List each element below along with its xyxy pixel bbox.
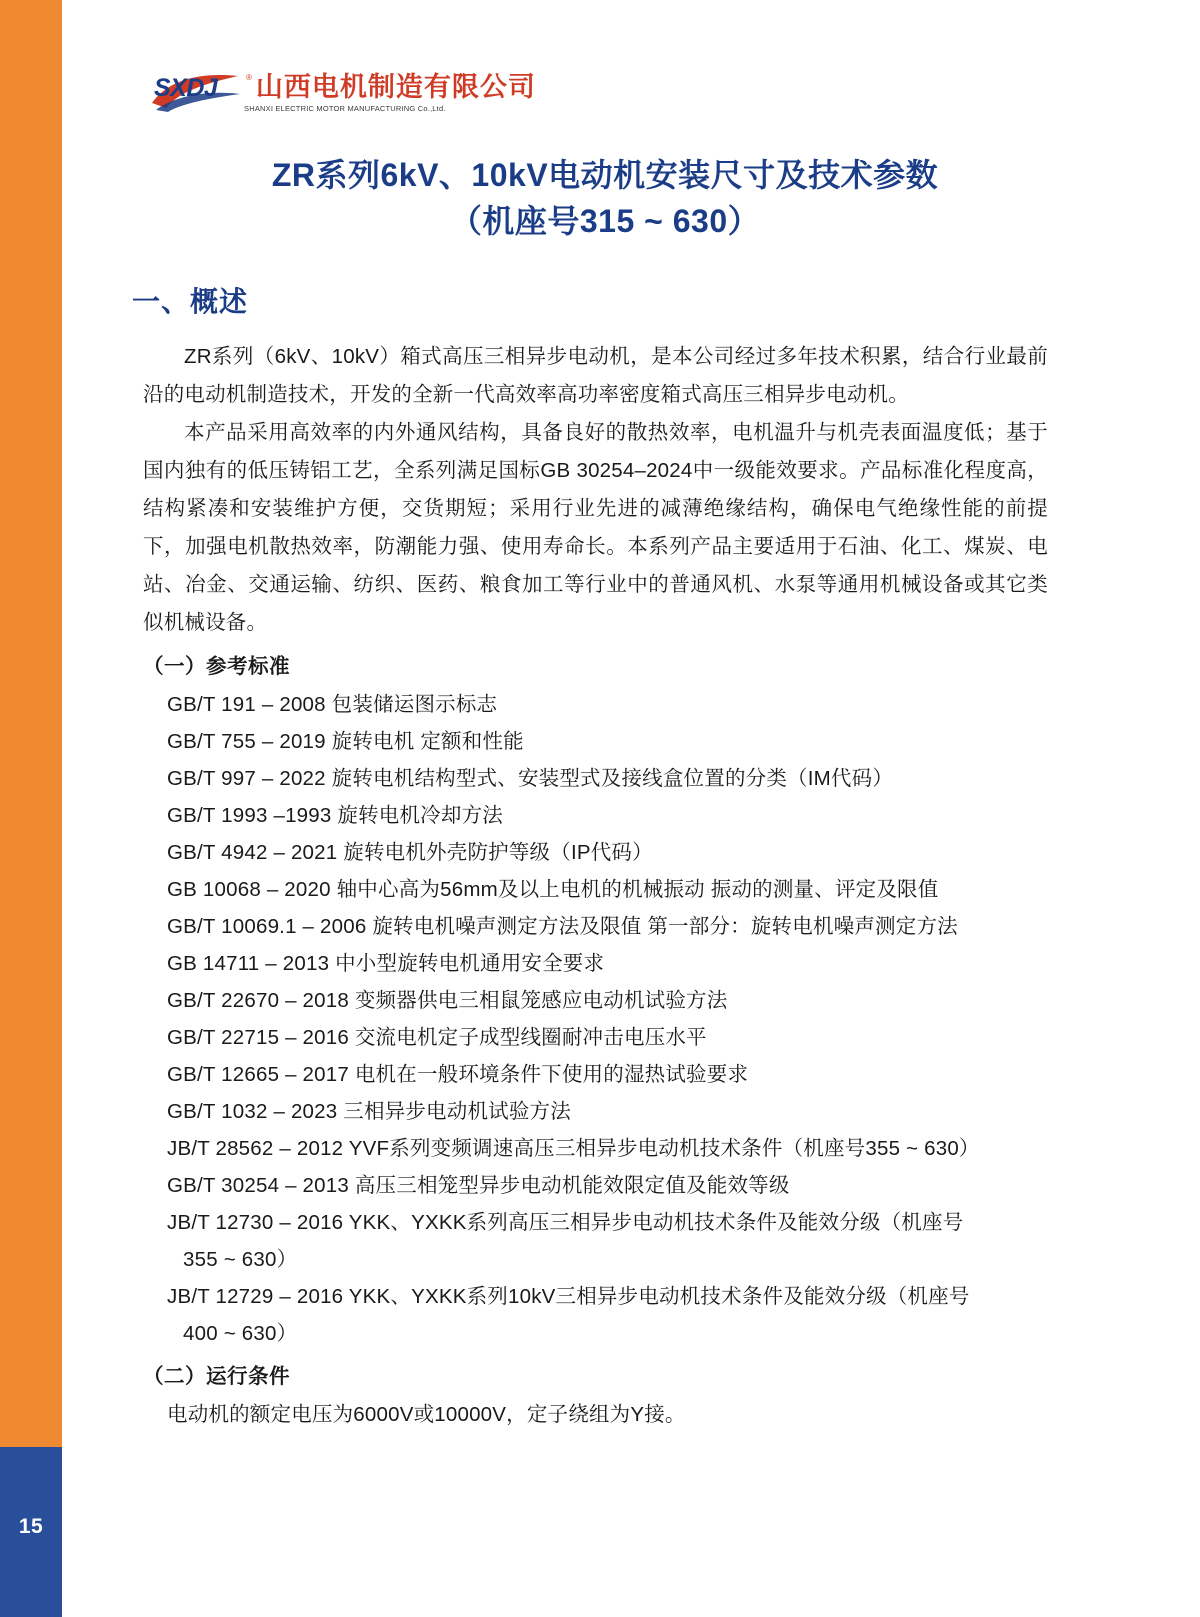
standard-text: JB/T 28562 – 2012 YVF系列变频调速高压三相异步电动机技术条件（机座号355 ~ 630） (167, 1137, 980, 1160)
standard-text: GB/T 755 – 2019 旋转电机 定额和性能 (167, 730, 524, 753)
standard-text: GB/T 997 – 2022 旋转电机结构型式、安装型式及接线盒位置的分类（IM代码） (167, 767, 894, 790)
standard-text: GB/T 10069.1 – 2006 旋转电机噪声测定方法及限值 第一部分：旋转电机噪声测定方法 (167, 915, 958, 938)
list-item (167, 1019, 1048, 1056)
standard-text: GB/T 22670 – 2018 变频器供电三相鼠笼感应电动机试验方法 (167, 989, 728, 1012)
standard-text: GB/T 1032 – 2023 三相异步电动机试验方法 (167, 1100, 571, 1123)
list-item (167, 871, 1048, 908)
standard-text: JB/T 12729 – 2016 YKK、YXKK系列10kV三相异步电动机技术条件及能效分级（机座号 (167, 1285, 970, 1308)
standard-text: GB/T 191 – 2008 包装储运图示标志 (167, 693, 498, 716)
subsection-heading-standards: （一）参考标准 (143, 655, 290, 678)
list-item (167, 908, 1048, 945)
standard-text: GB 10068 – 2020 轴中心高为56mm及以上电机的机械振动 振动的测量、评定及限值 (167, 878, 939, 901)
overview-paragraph-1: ZR系列（6kV、10kV）箱式高压三相异步电动机，是本公司经过多年技术积累，结合行业最前沿的电动机制造技术，开发的全新一代高效率高功率密度箱式高压三相异步电动机。 (143, 345, 1048, 406)
operating-conditions-text: 电动机的额定电压为6000V或10000V，定子绕组为Y接。 (167, 1403, 686, 1426)
company-logo (150, 68, 536, 118)
logo-text-block (244, 73, 536, 113)
standards-list (143, 686, 1048, 1352)
list-item (167, 1130, 1048, 1167)
overview-paragraph-2: 本产品采用高效率的内外通风结构，具备良好的散热效率，电机温升与机壳表面温度低；基于国内独有的低压铸铝工艺，全系列满足国标GB 30254–2024中一级能效要求。产品标准化程度高，结构紧凑和安装维护方便，交货期短；采用行业先进的减薄绝缘结构，确保电气绝缘性能的前提下，加强电机散热效率，防潮能力强、使用寿命长。本系列产品主要适用于石油、化工、煤炭、电站、冶金、交通运输、纺织、医药、粮食加工等行业中的普通风机、水泵等通用机械设备或其它类似机械设备。 (143, 421, 1048, 634)
left-orange-sidebar (0, 0, 62, 1617)
page-number: 15 (18, 1515, 44, 1538)
logo-mark-text: SXDJ (154, 74, 218, 102)
list-item (167, 834, 1048, 871)
standard-text: JB/T 12730 – 2016 YKK、YXKK系列高压三相异步电动机技术条件及能效分级（机座号 (167, 1211, 964, 1234)
standard-text: GB/T 1993 –1993 旋转电机冷却方法 (167, 804, 503, 827)
page-title-line1: ZR系列6kV、10kV电动机安装尺寸及技术参数 (271, 157, 939, 193)
standard-text: GB/T 12665 – 2017 电机在一般环境条件下使用的湿热试验要求 (167, 1063, 749, 1086)
list-item (167, 760, 1048, 797)
standard-text: GB 14711 – 2013 中小型旋转电机通用安全要求 (167, 952, 605, 975)
section-heading-overview: 一、概述 (132, 286, 249, 317)
standard-text-continued: 355 ~ 630） (183, 1248, 298, 1271)
standard-text: GB/T 30254 – 2013 高压三相笼型异步电动机能效限定值及能效等级 (167, 1174, 790, 1197)
page-title (140, 152, 1070, 245)
list-item (167, 1167, 1048, 1204)
list-item (167, 1204, 1048, 1278)
page-title-line2: （机座号315 ~ 630） (449, 203, 761, 240)
standard-text: GB/T 4942 – 2021 旋转电机外壳防护等级（IP代码） (167, 841, 653, 864)
standard-text: GB/T 22715 – 2016 交流电机定子成型线圈耐冲击电压水平 (167, 1026, 707, 1049)
company-name-cn: 山西电机制造有限公司 (255, 71, 536, 102)
sxdj-logo-icon (150, 68, 242, 118)
list-item (167, 945, 1048, 982)
subsection-heading-conditions: （二）运行条件 (143, 1365, 290, 1388)
company-name-en: SHANXI ELECTRIC MOTOR MANUFACTURING Co.,Ltd. (244, 104, 446, 114)
list-item (167, 1278, 1048, 1352)
standard-text-continued: 400 ~ 630） (183, 1322, 298, 1345)
registered-mark-icon: ® (246, 72, 252, 82)
list-item (167, 1093, 1048, 1130)
list-item (167, 797, 1048, 834)
list-item (167, 723, 1048, 760)
left-white-stripe (62, 0, 84, 1617)
list-item (167, 982, 1048, 1019)
list-item (167, 686, 1048, 723)
list-item (167, 1056, 1048, 1093)
document-body (143, 338, 1048, 1434)
